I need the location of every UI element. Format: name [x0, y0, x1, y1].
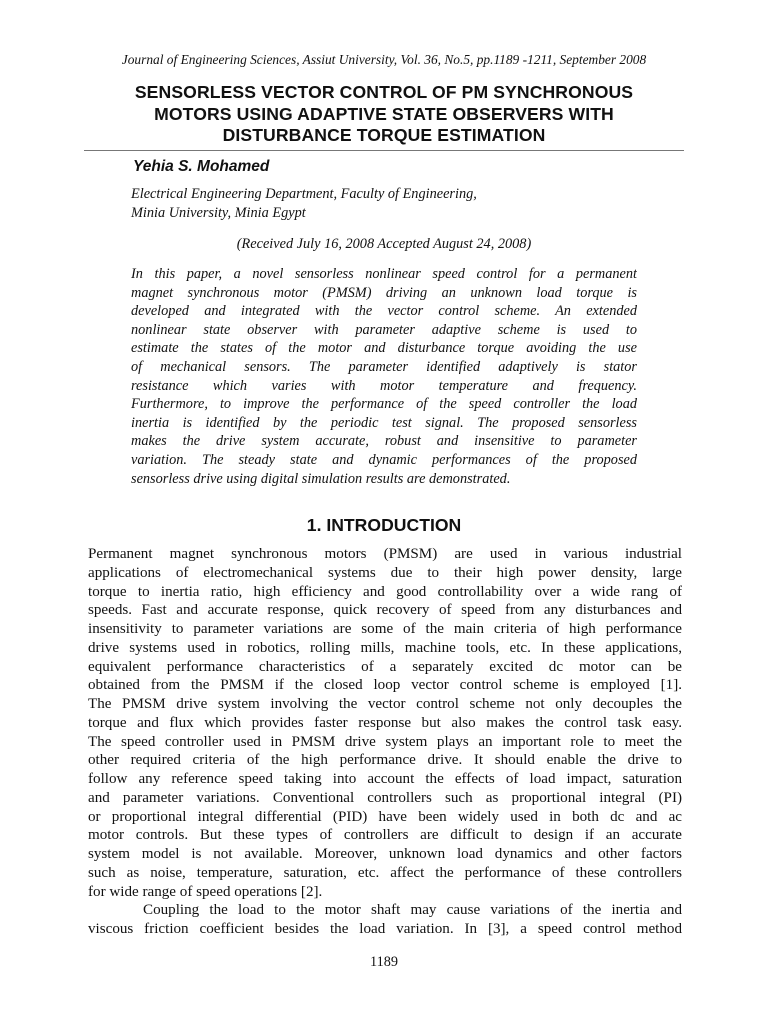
body-line: other required criteria of the high performance drive. It should enable the drive to — [88, 752, 682, 769]
abstract-line: of mechanical sensors. The parameter identified adaptively is stator — [131, 358, 637, 375]
body-line: follow any reference speed taking into account the effects of load impact, saturation — [88, 771, 682, 787]
body-line: Permanent magnet synchronous motors (PMSM) are used in various industrial — [88, 546, 682, 562]
body-line: or proportional integral differential (PID) have been widely used in both dc and ac — [88, 808, 682, 825]
abstract-line: nonlinear state observer with parameter adaptive scheme is used to — [131, 321, 637, 338]
abstract-line: estimate the states of the motor and disturbance torque avoiding the use — [131, 340, 637, 357]
body-line: The speed controller used in PMSM drive system plays an important role to meet the — [88, 733, 682, 750]
body-line: applications of electromechanical systems due to their high power density, large — [88, 564, 682, 581]
body-line: motor controls. But these types of controllers are difficult to design if an accurate — [88, 827, 682, 844]
title-line: MOTORS USING ADAPTIVE STATE OBSERVERS WITH — [154, 103, 614, 124]
abstract-line: Furthermore, to improve the performance of the speed controller the load — [131, 396, 637, 413]
body-line: system model is not available. Moreover, unknown load dynamics and other factors — [88, 846, 682, 862]
title-divider — [84, 150, 684, 151]
paper-title — [84, 82, 684, 147]
abstract-line: resistance which varies with motor temperature and frequency. — [131, 377, 637, 394]
title-line: DISTURBANCE TORQUE ESTIMATION — [222, 125, 546, 145]
body-line: drive systems used in robotics, rolling mills, machine tools, etc. In these applications, — [88, 639, 682, 656]
journal-header: Journal of Engineering Sciences, Assiut University, Vol. 36, No.5, pp.1189 -1211, September 2008 — [121, 52, 647, 67]
body-line: and parameter variations. Conventional controllers such as proportional integral (PI) — [88, 789, 682, 806]
abstract-line: magnet synchronous motor (PMSM) driving an unknown load torque is — [131, 284, 637, 301]
body-line: for wide range of speed operations [2]. — [88, 883, 323, 900]
title-line: SENSORLESS VECTOR CONTROL OF PM SYNCHRONOUS — [134, 82, 634, 102]
body-line: speeds. Fast and accurate response, quick recovery of speed from any disturbances and — [88, 602, 682, 619]
body-line: viscous friction coefficient besides the load variation. In [3], a speed control method — [88, 921, 682, 937]
abstract — [131, 265, 637, 488]
abstract-line: developed and integrated with the vector control scheme. An extended — [131, 303, 637, 320]
page-number: 1189 — [369, 954, 399, 970]
body-line: such as noise, temperature, saturation, etc. affect the performance of these controllers — [88, 864, 682, 881]
body-line: Coupling the load to the motor shaft may cause variations of the inertia and — [143, 902, 682, 919]
affiliation-line: Minia University, Minia Egypt — [131, 205, 306, 221]
author-affiliation — [131, 185, 477, 223]
body-line: insensitivity to parameter variations are some of the main criteria of high performance — [88, 621, 682, 637]
body-line: obtained from the PMSM if the closed loop vector control scheme is employed [1]. — [88, 677, 682, 694]
section-heading-introduction: 1. INTRODUCTION — [306, 515, 462, 535]
body-line: The PMSM drive system involving the vector control scheme not only decouples the — [88, 696, 682, 712]
introduction-body — [88, 545, 682, 939]
abstract-line: inertia is identified by the periodic test signal. The proposed sensorless — [131, 414, 637, 431]
body-line: equivalent performance characteristics of a separately excited dc motor can be — [88, 658, 682, 675]
affiliation-line: Electrical Engineering Department, Faculty of Engineering, — [131, 186, 477, 202]
body-line: torque and flux which provides faster response but also makes the control task easy. — [88, 714, 682, 731]
author-name: Yehia S. Mohamed — [133, 158, 270, 175]
abstract-line: In this paper, a novel sensorless nonlinear speed control for a permanent — [131, 266, 637, 282]
abstract-line: makes the drive system accurate, robust and insensitive to parameter — [131, 433, 637, 450]
abstract-line: sensorless drive using digital simulation results are demonstrated. — [131, 470, 511, 487]
received-dates: (Received July 16, 2008 Accepted August 24, 2008) — [236, 236, 532, 252]
abstract-line: variation. The steady state and dynamic performances of the proposed — [131, 451, 637, 468]
body-line: torque to inertia ratio, high efficiency and good controllability over a wide rang of — [88, 583, 682, 600]
